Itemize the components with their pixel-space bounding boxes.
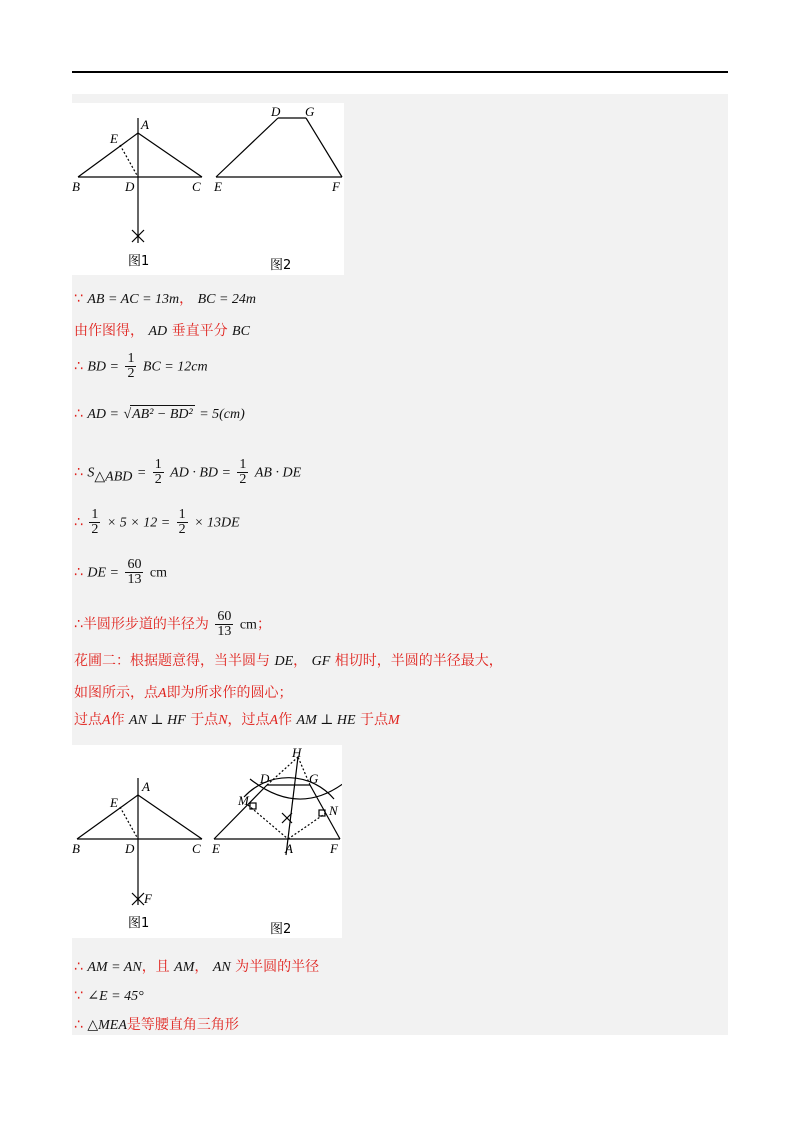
line-12: ∴ AM = AN，且 AM， AN 为半圆的半径 — [74, 959, 320, 975]
line-14: ∴ △MEA是等腰直角三角形 — [74, 1017, 239, 1033]
line-11: 过点A作 AN ⊥ HF 于点N，过点A作 AM ⊥ HE 于点M — [74, 712, 400, 728]
caption-fig2: 图2 — [270, 258, 292, 273]
label-D: D — [125, 841, 135, 856]
label-A: A — [141, 117, 149, 132]
label-E: E — [110, 795, 118, 810]
label-A: A — [142, 779, 150, 794]
label-F: F — [332, 179, 340, 194]
label-D: D — [260, 771, 270, 786]
label-H: H — [292, 745, 302, 760]
label-D: D — [125, 179, 135, 194]
label-N: N — [329, 803, 338, 818]
caption-fig2: 图2 — [270, 922, 292, 937]
label-G: G — [309, 771, 319, 786]
label-E: E — [212, 841, 220, 856]
line-5: ∴ $S_{\triangle ABD}$ = $\frac{1}{2}$ AD · BD = $\frac{1}{2}$ AB · DE — [74, 457, 302, 487]
line-10: 如图所示，点A即为所求作的圆心； — [74, 685, 293, 701]
line-1: ∵ AB = AC = 13m， BC = 24m — [74, 291, 257, 307]
figure-top — [72, 103, 344, 275]
line-8: ∴半圆形步道的半径为 $\frac{60}{13}$ cm； — [74, 609, 271, 639]
label-C: C — [192, 841, 201, 856]
label-B: B — [72, 841, 80, 856]
label-D: D — [271, 104, 281, 119]
line-4: ∴ AD = √AB² − BD² = 5(cm) — [74, 406, 245, 422]
header-rule — [72, 71, 728, 73]
caption-fig1: 图1 — [128, 916, 150, 931]
label-C: C — [192, 179, 201, 194]
figure-bottom — [72, 745, 342, 938]
label-F: F — [330, 841, 338, 856]
label-E: E — [110, 131, 118, 146]
line-13: ∵ ∠E = 45° — [74, 988, 144, 1004]
label-G: G — [305, 104, 315, 119]
line-6: ∴ $\frac{1}{2}$ × 5 × 12 = $\frac{1}{2}$ × 13DE — [74, 507, 240, 537]
label-E: E — [214, 179, 222, 194]
label-A: A — [285, 841, 293, 856]
label-F: F — [144, 891, 152, 906]
caption-fig1: 图1 — [128, 254, 150, 269]
line-2: 由作图得， AD 垂直平分 BC — [74, 323, 250, 339]
line-7: ∴ DE = $\frac{60}{13}$ cm — [74, 557, 167, 587]
label-M: M — [238, 793, 249, 808]
line-3: ∴ BD = $\frac{1}{2}$ BC = 12cm — [74, 351, 208, 381]
label-B: B — [72, 179, 80, 194]
line-9: 花圃二：根据题意得，当半圆与 DE， GF 相切时，半圆的半径最大， — [74, 653, 503, 669]
